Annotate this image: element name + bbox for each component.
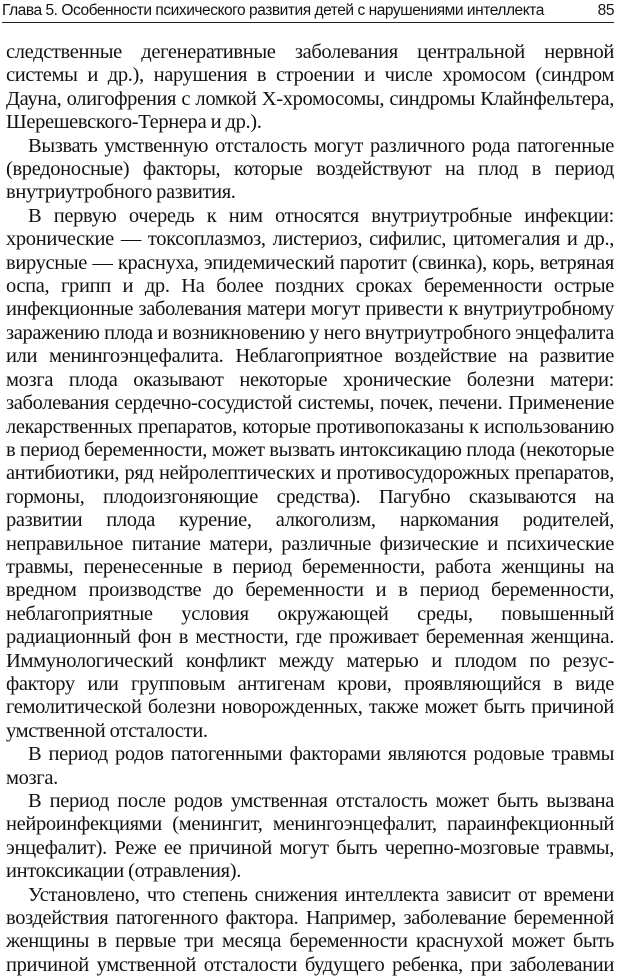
chapter-title: Глава 5. Особенности психического развития детей с нарушениями интеллекта (2, 2, 544, 19)
paragraph-timing-of-exposure: Установлено, что степень снижения интеллекта зависит от времени воздействия патогенного фактора. Например, заболевание беременной женщины в первые три месяца беременности краснухой может быть причиной умственной отсталости будущего ребенка, при заболевании (6, 883, 614, 976)
body-text (6, 41, 614, 977)
paragraph-pathogenic-factors: Вызвать умственную отсталость могут различного рода патогенные (вредоносные) факторы, которые воздействуют на плод в период внутриутробного развития. (6, 134, 614, 204)
paragraph-intrauterine-infections: В первую очередь к ним относятся внутриутробные инфекции: хронические — токсоплазмоз, листериоз, сифилис, цитомегалия и др., вирусные — краснуха, эпидемический паротит (свинка), корь, ветряная оспа, грипп и др. На более поздних сроках беременности острые инфекционные заболевания матери могут привести к внутриутробному заражению плода и возникновению у него внутриутробного энцефалита или менингоэнцефалита. Неблагоприятное воздействие на развитие мозга плода оказывают некоторые хронические болезни матери: заболевания сердечно-сосудистой системы, почек, печени. Применение лекарственных препаратов, которые противопоказаны к использованию в период беременности, может вызвать интоксикацию плода (некоторые антибиотики, ряд нейролептических и противосудорожных препаратов, гормоны, плодоизгоняющие средства). Пагубно сказываются на развитии плода курение, алкоголизм, наркомания родителей, неправильное питание матери, различные физические и психические травмы, перенесенные в период беременности, работа женщины на вредном производстве до беременности и в период беременности, неблагоприятные условия окружающей среды, повышенный радиационный фон в местности, где проживает беременная женщина. Иммунологический конфликт между матерью и плодом по резус-фактору или групповым антигенам крови, проявляющийся в виде гемолитической болезни новорожденных, также может быть причиной умственной отсталости. (6, 204, 614, 742)
page-number: 85 (597, 2, 614, 19)
paragraph-continued: следственные дегенеративные заболевания центральной нервной системы и др.), нарушения в строении и числе хромосом (синдром Дауна, олигофрения с ломкой Х-хромосомы, синдромы Клайнфельтера, Шерешевского-Тернера и др.). (6, 41, 614, 134)
paragraph-birth-trauma: В период родов патогенными факторами являются родовые травмы мозга. (6, 743, 614, 789)
paragraph-postnatal-causes: В период после родов умственная отсталость может быть вызвана нейроинфекциями (менингит, менингоэнцефалит, параинфекционный энцефалит). Реже ее причиной могут быть черепно-мозговые травмы, интоксикации (отравления). (6, 790, 614, 883)
header-rule (2, 22, 614, 23)
running-header (2, 0, 614, 22)
